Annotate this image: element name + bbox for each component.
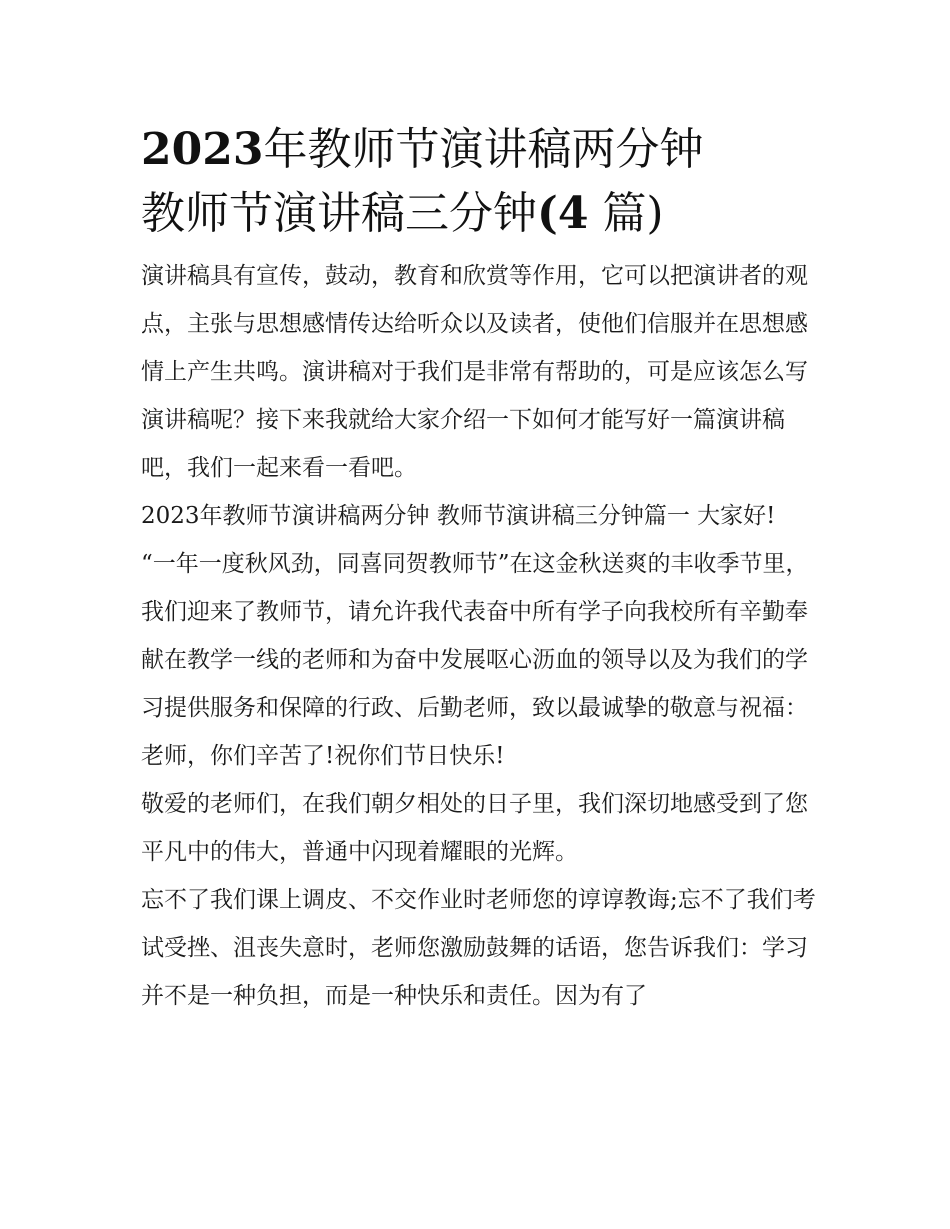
paragraph-heading-greeting: 2023年教师节演讲稿两分钟 教师节演讲稿三分钟篇一 大家好!: [141, 503, 776, 529]
title-line-2-suffix: 篇): [602, 188, 664, 239]
document-title: [141, 118, 816, 246]
paragraph-intro: 演讲稿具有宣传，鼓动，教育和欣赏等作用，它可以把演讲者的观点，主张与思想感情传达给听众以及读者，使他们信服并在思想感情上产生共鸣。演讲稿对于我们是非常有帮助的，可是应该怎么写演讲稿呢？接下来我就给大家介绍一下如何才能写好一篇演讲稿吧，我们一起来看一看吧。: [141, 263, 808, 481]
title-line-2-text: 教师节演讲稿三分钟: [141, 188, 537, 239]
document-content: [141, 118, 816, 1020]
title-year: 2023: [141, 124, 264, 175]
paragraph-body-1: “一年一度秋风劲，同喜同贺教师节”在这金秋送爽的丰收季节里，我们迎来了教师节，请允许我代表奋中所有学子向我校所有辛勤奉献在教学一线的老师和为奋中发展呕心沥血的领导以及为我们的学习提供服务和保障的行政、后勤老师，致以最诚挚的敬意与祝福：老师，你们辛苦了!祝你们节日快乐!: [141, 551, 809, 769]
title-line-1-text: 年教师节演讲稿两分钟: [263, 124, 704, 175]
paragraph-body-3: 忘不了我们课上调皮、不交作业时老师您的谆谆教诲;忘不了我们考试受挫、沮丧失意时，老师您激励鼓舞的话语，您告诉我们：学习并不是一种负担，而是一种快乐和责任。因为有了: [141, 887, 816, 1009]
title-count: (4: [537, 188, 589, 239]
paragraph-body-2: 敬爱的老师们，在我们朝夕相处的日子里，我们深切地感受到了您平凡中的伟大，普通中闪现着耀眼的光辉。: [141, 791, 808, 865]
title-line-2: [141, 182, 816, 246]
title-line-1: [141, 118, 816, 182]
